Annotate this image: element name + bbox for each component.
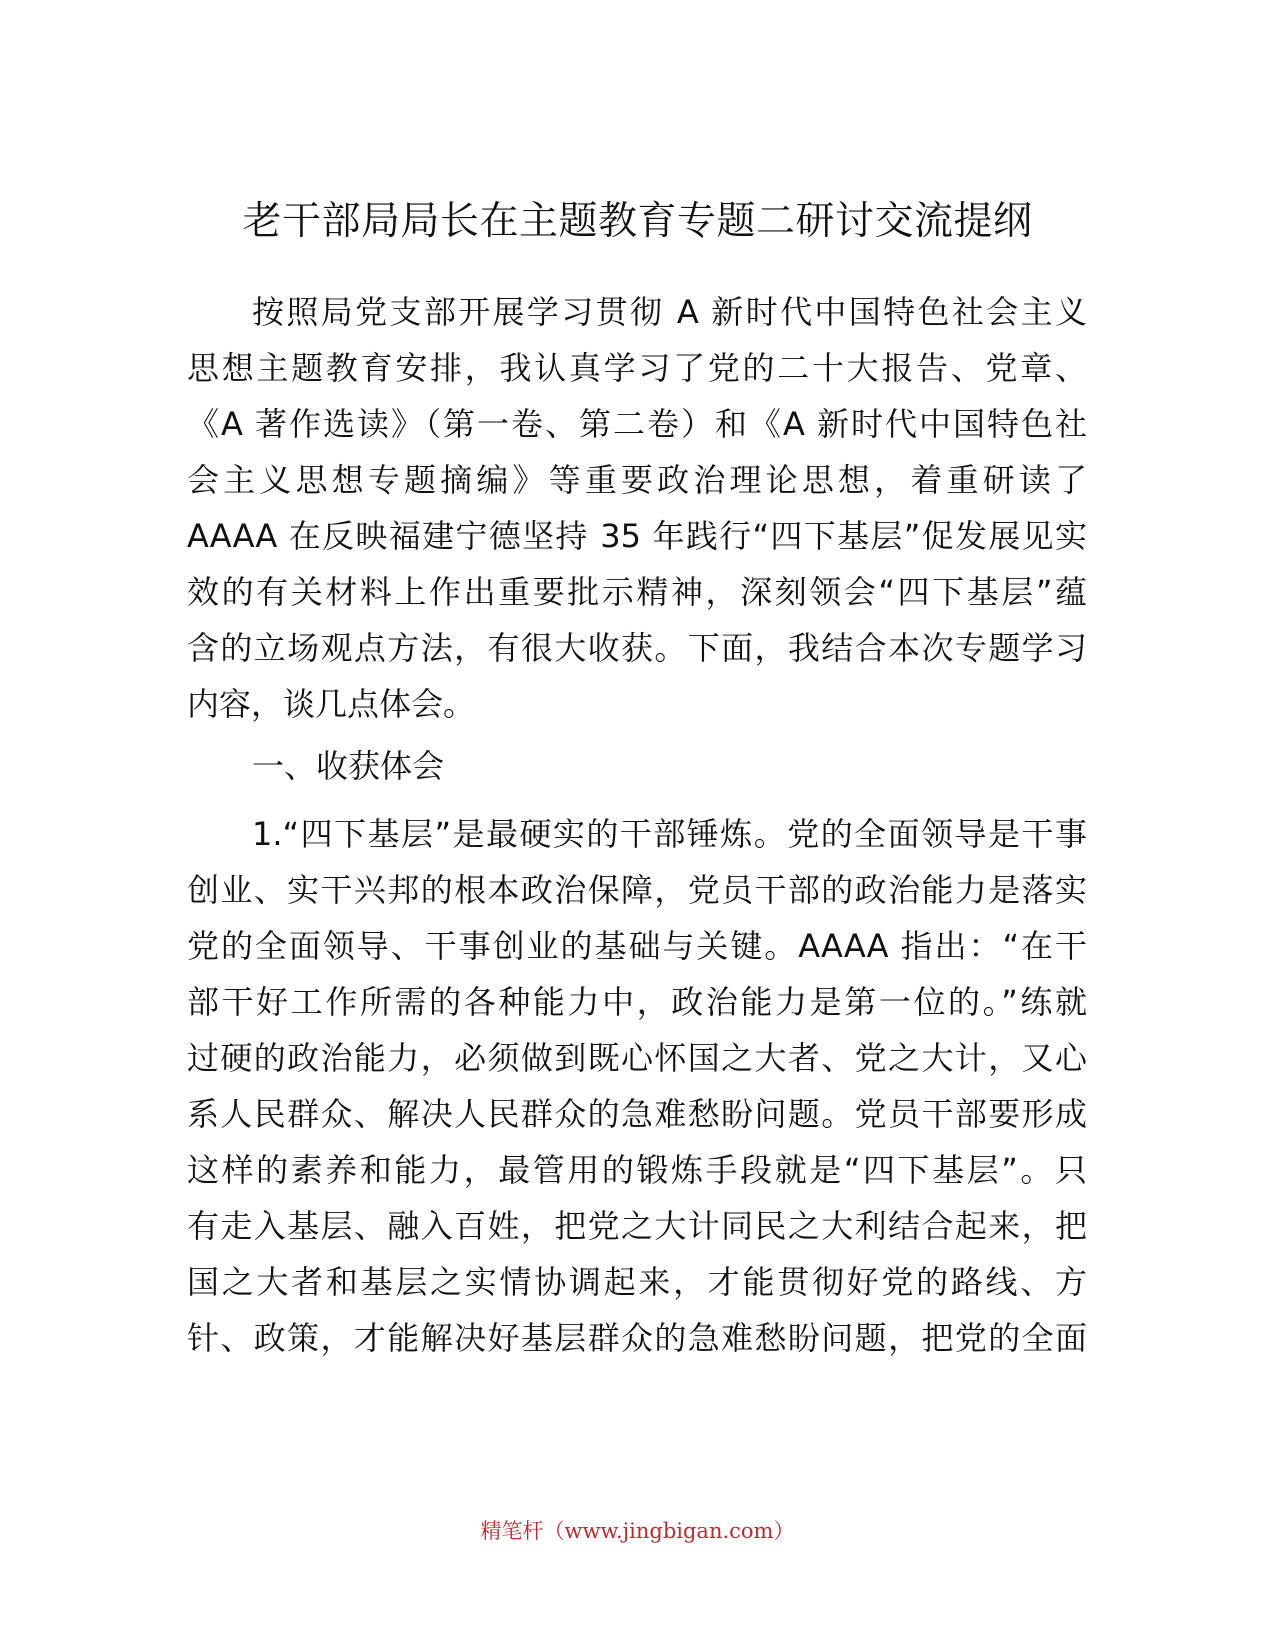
paragraph-line: 《A 著作选读》（第一卷、第二卷）和《A 新时代中国特色社 — [187, 405, 1087, 443]
paragraph-line: 1.“四下基层”是最硬实的干部锤炼。党的全面领导是干事 — [252, 815, 1087, 853]
paragraph-line: AAAA 在反映福建宁德坚持 35 年践行“四下基层”促发展见实 — [187, 517, 1087, 555]
paragraph-line: 内容，谈几点体会。 — [187, 685, 476, 723]
paragraph-line: 按照局党支部开展学习贯彻 A 新时代中国特色社会主义 — [252, 293, 1087, 331]
paragraph-line: 有走入基层、融入百姓，把党之大计同民之大利结合起来，把 — [187, 1207, 1087, 1245]
paragraph-line: 思想主题教育安排，我认真学习了党的二十大报告、党章、 — [187, 349, 1087, 387]
paragraph-line: 过硬的政治能力，必须做到既心怀国之大者、党之大计，又心 — [187, 1039, 1087, 1077]
paragraph-line: 这样的素养和能力，最管用的锻炼手段就是“四下基层”。只 — [187, 1151, 1087, 1189]
paragraph-line: 效的有关材料上作出重要批示精神，深刻领会“四下基层”蕴 — [187, 573, 1087, 611]
paragraph-line: 创业、实干兴邦的根本政治保障，党员干部的政治能力是落实 — [187, 871, 1087, 909]
paragraph-line: 针、政策，才能解决好基层群众的急难愁盼问题，把党的全面 — [187, 1319, 1087, 1357]
paragraph-line: 部干好工作所需的各种能力中，政治能力是第一位的。”练就 — [187, 983, 1087, 1021]
paragraph-line: 系人民群众、解决人民群众的急难愁盼问题。党员干部要形成 — [187, 1095, 1087, 1133]
footer-watermark: 精笔杆（www.jingbigan.com） — [480, 1519, 795, 1543]
paragraph-line: 含的立场观点方法，有很大收获。下面，我结合本次专题学习 — [187, 629, 1087, 667]
document-title: 老干部局局长在主题教育专题二研讨交流提纲 — [242, 199, 1033, 244]
paragraph-line: 国之大者和基层之实情协调起来，才能贯彻好党的路线、方 — [187, 1263, 1087, 1301]
paragraph-line: 会主义思想专题摘编》等重要政治理论思想，着重研读了 — [187, 461, 1087, 499]
section-heading: 一、收获体会 — [252, 747, 445, 785]
paragraph-line: 党的全面领导、干事创业的基础与关键。AAAA 指出：“在干 — [187, 927, 1087, 965]
